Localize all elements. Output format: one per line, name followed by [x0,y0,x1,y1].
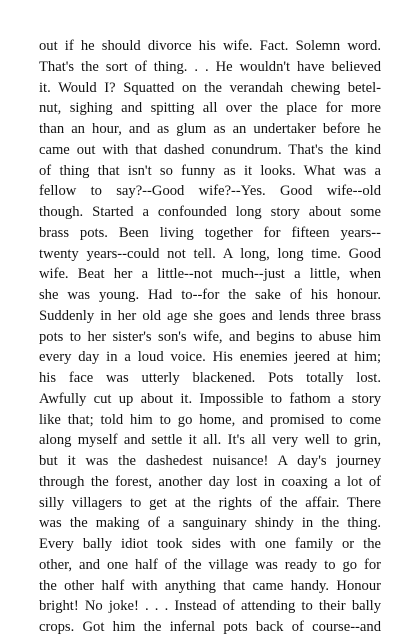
text-line: out if he should divorce his wife. Fact. Solemn word. [39,38,381,54]
text-line: brass pots. Been living together for fifteen years-- [39,224,381,241]
text-line: other, and one half of the village was ready to go for [39,556,381,573]
text-line: Every bally idiot took sides with one family or the [39,536,381,552]
text-line: though. Started a confounded long story about some [39,204,381,220]
text-line: pots to her sister's son's wife, and begins to abuse him [39,328,381,345]
text-line: his face was utterly blackened. Pots totally lost. [39,370,381,386]
text-page [39,36,381,635]
text-line: through the forest, another day lost in coaxing a lot of [39,473,381,490]
text-line: she was young. Had to--for the sake of his honour. [39,287,381,303]
text-line: wife. Beat her a little--not much--just a little, when [39,266,381,283]
text-line: along myself and settle it all. It's all very well to grin, [39,432,381,449]
text-line: the other half with anything that came handy. Honour [39,577,381,594]
text-line: twenty years--could not tell. A long, long time. Good [39,245,381,262]
text-line: Suddenly in her old age she goes and lends three brass [39,307,381,324]
text-line: of thing that isn't so funny as it looks. What was a [39,162,381,179]
text-line: silly villagers to get at the rights of the affair. There [39,494,381,511]
text-line: was the making of a sanguinary shindy in the thing. [39,515,381,532]
text-line: crops. Got him the infernal pots back of course--and [39,619,381,635]
text-line: nut, sighing and spitting all over the place for more [39,100,381,117]
text-line: every day in a loud voice. His enemies jeered at him; [39,349,381,366]
text-line: than an hour, and as glum as an undertaker before he [39,121,381,137]
text-line: it. Would I? Squatted on the verandah chewing betel- [39,79,381,96]
text-line: That's the sort of thing. . . He wouldn't have believed [39,58,381,75]
text-line: like that; told him to go home, and promised to come [39,411,381,428]
text-line: Awfully cut up about it. Impossible to fathom a story [39,390,381,407]
text-line: fellow to say?--Good wife?--Yes. Good wife--old [39,183,381,200]
text-line: but it was the dashedest nuisance! A day's journey [39,453,381,469]
text-line: came out with that dashed conundrum. That's the kind [39,141,381,158]
text-line: bright! No joke! . . . Instead of attending to their bally [39,598,381,615]
